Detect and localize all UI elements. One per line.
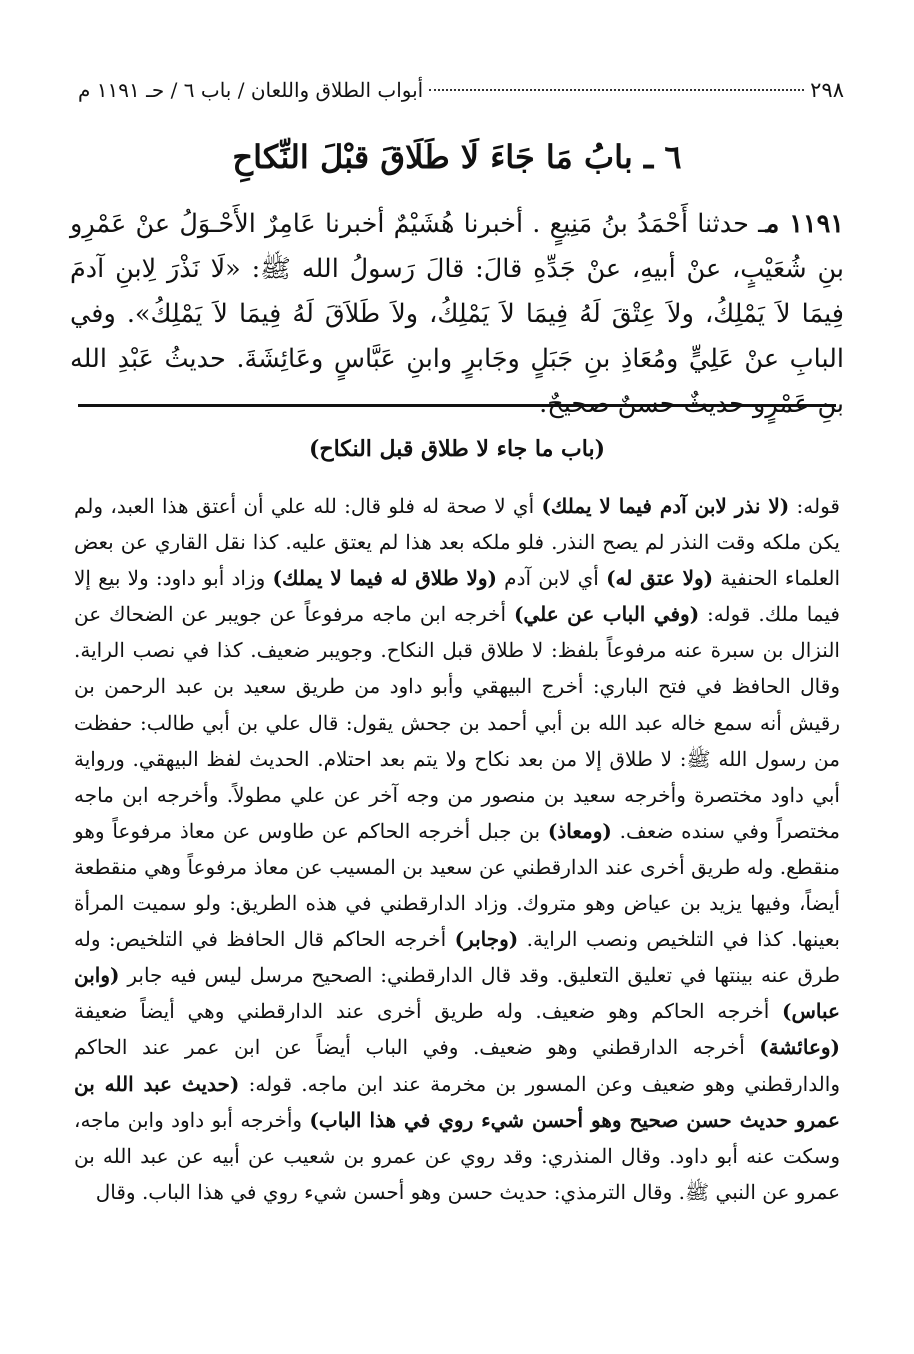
commentary-text: قوله: [789,494,840,518]
commentary-text: أي لا صحة له فلو قال: لله علي أن أعتق هذا العبد، ولم يكن ملكه وقت النذر لم يصح النذر. فلو ملكه بعد هذا لم يعتق عليه. كذا نقل القاري عن بعض العلماء الحنفية [74,494,840,591]
commentary-quote: (حديث عبد الله بن عمرو حديث حسن صحيح وهو أحسن شيء روي في هذا الباب) [74,1071,840,1132]
commentary-quote: (ومعاذ) [547,818,612,843]
commentary-body [74,488,840,1328]
commentary-text: وزاد أبو داود: ولا بيع إلا فيما ملك. قوله: [74,566,840,627]
chapter-title: ٦ ـ بابُ مَا جَاءَ لَا طَلَاقَ قبْلَ النِّكاحِ [232,138,682,176]
section-divider [78,404,836,407]
commentary-text: وأخرجه أبو داود وابن ماجه، وسكت عنه أبو داود. وقال المنذري: وقد روي عن عمرو بن شعيب عن أبيه عن عبد الله بن عمرو عن النبي ﷺ. وقال الترمذي: حديث حسن وهو أحسن شيء روي في هذا الباب. وقال [74,1107,840,1204]
commentary-text: أخرجه الحاكم وهو ضعيف. وله طريق أخرى عند الدارقطني وهي أيضاً ضعيفة [74,999,783,1024]
commentary-quote: (وفي الباب عن علي) [513,602,700,627]
header-dotted-leader [429,89,804,91]
commentary-text: أخرجه الحاكم قال الحافظ في التلخيص: وله طرق عنه بينتها في تعليق التعليق. وقد قال الدارقطني: الصحيح مرسل ليس فيه جابر [74,927,840,988]
commentary-heading: (باب ما جاء لا طلاق قبل النكاح) [308,436,606,462]
commentary-text: بن جبل أخرجه الحاكم عن طاوس عن معاذ مرفوعاً وهو منقطع. وله طريق أخرى عند الدارقطني عن سعيد بن المسيب عن معاذ مرفوعاً وهي منقطعة أيضاً، وفيها يزيد بن عياض وهو متروك. وزاد الدارقطني في هذه الطريق: ولو سميت المرأة بعينها. كذا في التلخيص ونصب الراية. [74,818,840,952]
commentary-quote: (وجابر) [454,927,519,952]
hadith-body: ـ حدثنا أَحْمَدُ بنُ مَنِيعٍ . أخبرنا هُشَيْمٌ أخبرنا عَامِرٌ الأَحْـوَلُ عنْ عَمْرِو بنِ شُعَيْبٍ، عنْ أبيهِ، عنْ جَدِّهِ قالَ: قالَ رَسولُ الله ﷺ: «لَا نَذْرَ لِابنِ آدمَ فِيمَا لاَ يَمْلِكُ، ولاَ عِتْقَ لَهُ فِيمَا لاَ يَمْلِكُ، ولاَ طَلاَقَ لَهُ فِيمَا لاَ يَمْلِكُ». وفي البابِ عنْ عَلِيٍّ ومُعَاذِ بنِ جَبَلٍ وجَابرٍ وابنِ عَبَّاسٍ وعَائِشَةَ. حديثُ عَبْدِ الله بنِ عَمْرٍو حديثٌ حسنٌ صحيحٌ. [70,209,844,419]
running-title: أبواب الطلاق واللعان / باب ٦ / حـ ١١٩١ م [78,78,424,102]
commentary-quote: (ولا طلاق له فيما لا يملك) [272,566,497,591]
commentary-quote: (وعائشة) [759,1035,840,1060]
commentary-text: أخرجه الدارقطني وهو ضعيف. وفي الباب أيضاً عن ابن عمر عند الحاكم والدارقطني وهو ضعيف وعن المسور بن مخرمة عند ابن ماجه. قوله: [74,1035,840,1096]
page-header [78,78,844,112]
commentary-quote: (وابن عباس) [74,963,840,1024]
commentary-quote: (لا نذر لابن آدم فيما لا يملك) [541,494,790,518]
commentary-text: أي لابن آدم [496,566,607,591]
page-number: ٢٩٨ [810,78,844,102]
commentary-quote: (ولا عتق له) [606,566,714,591]
commentary-text: أخرجه ابن ماجه مرفوعاً عن جويبر عن الضحاك عن النزال بن سبرة عنه مرفوعاً بلفظ: لا طلاق قبل النكاح. وجويبر ضعيف. كذا في نصب الراية. وقال الحافظ في فتح الباري: أخرج البيهقي وأبو داود من طريق سعيد بن عبد الرحمن بن رقيش أنه سمع خاله عبد الله بن أبي أحمد بن جحش يقول: قال علي بن أبي طالب: حفظت من رسول الله ﷺ: لا طلاق إلا من بعد نكاح ولا يتم بعد احتلام. الحديث لفظ البيهقي. ورواية أبي داود مختصرة وأخرجه سعيد بن منصور من وجه آخر عن علي مطولاً. وأخرجه ابن ماجه مختصراً وفي سنده ضعف. [74,602,841,843]
hadith-text [70,202,844,419]
hadith-number: ١١٩١ م [765,209,844,239]
